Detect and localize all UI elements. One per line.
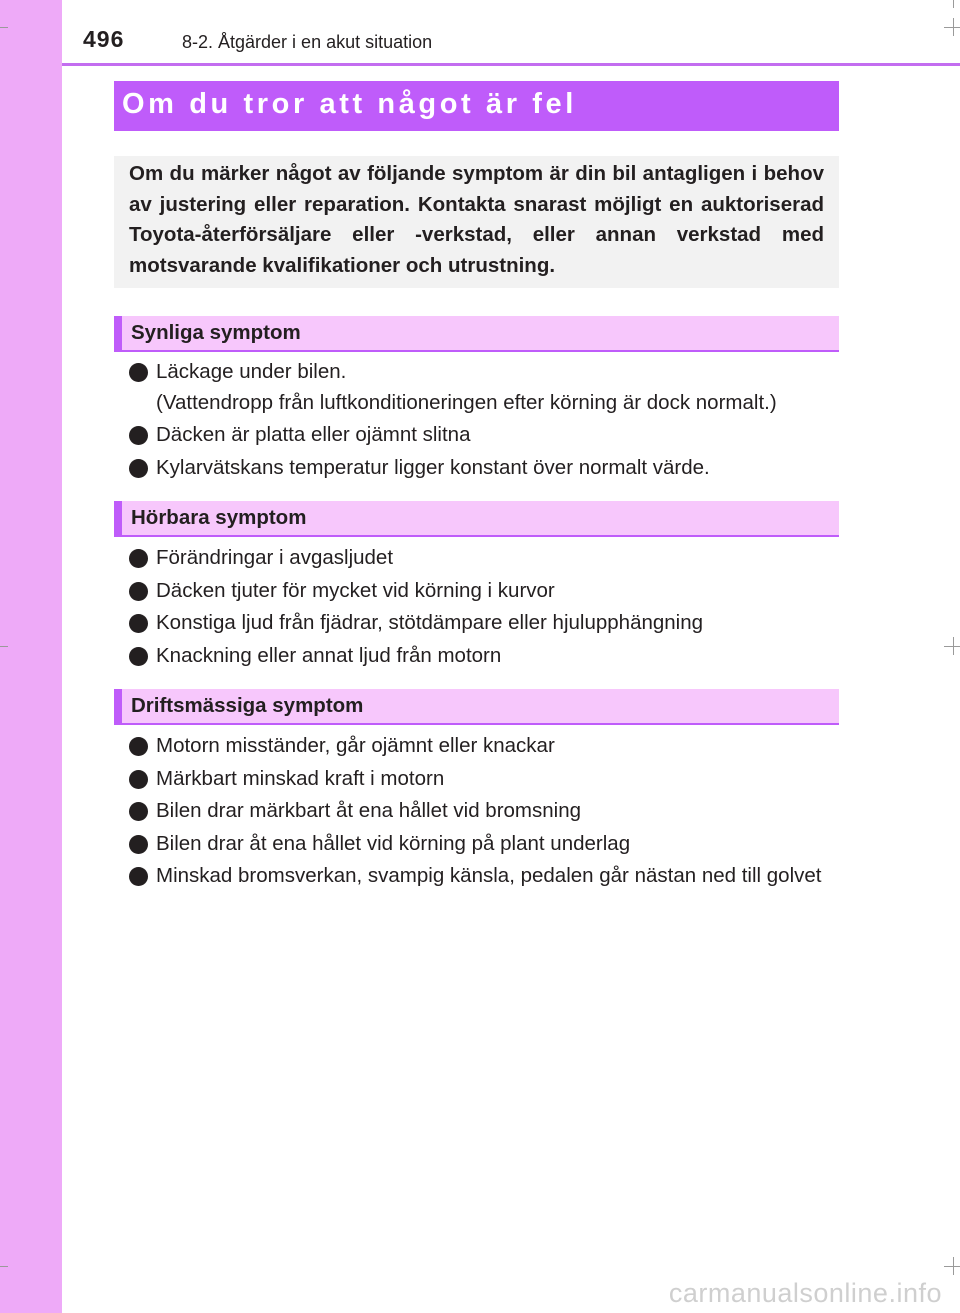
crop-mark (0, 27, 8, 28)
list-item-text: Motorn misständer, går ojämnt eller knackar (156, 734, 555, 757)
list-item (128, 764, 840, 795)
list-item-text: Förändringar i avgasljudet (156, 546, 394, 569)
crop-mark (0, 1266, 8, 1267)
list-item-text: Konstiga ljud från fjädrar, stötdämpare eller hjulupphängning (156, 611, 704, 634)
section-heading-audible: Hörbara symptom (114, 501, 839, 537)
bullet-icon (129, 426, 148, 445)
list-item (128, 420, 840, 451)
list-item (128, 453, 840, 484)
list-item-text: Minskad bromsverkan, svampig känsla, pedalen går nästan ned till golvet (156, 864, 822, 887)
watermark: carmanualsonline.info (668, 1278, 942, 1308)
section-path: 8-2. Åtgärder i en akut situation (182, 32, 433, 52)
bullet-icon (129, 737, 148, 756)
list-item (128, 641, 840, 672)
crop-mark (953, 1257, 954, 1275)
list-item (128, 357, 840, 418)
list-item-text: Bilen drar märkbart åt ena hållet vid bromsning (156, 799, 582, 822)
page-number: 496 (83, 26, 125, 52)
list-item-note: (Vattendropp från luftkonditioneringen efter körning är dock normalt.) (156, 390, 777, 414)
bullet-icon (129, 647, 148, 666)
bullet-icon (129, 614, 148, 633)
list-item-text: Kylarvätskans temperatur ligger konstant över normalt värde. (156, 455, 710, 479)
list-item (128, 829, 840, 860)
list-item-text: Bilen drar åt ena hållet vid körning på plant underlag (156, 831, 631, 855)
list-item-text: Däcken är platta eller ojämnt slitna (156, 423, 471, 446)
crop-mark (953, 18, 954, 36)
side-strip (0, 0, 62, 1313)
bullet-icon (129, 582, 148, 601)
bullet-list-visible (128, 357, 840, 483)
bullet-icon (129, 363, 148, 382)
list-item (128, 543, 840, 574)
list-item-text: Däcken tjuter för mycket vid körning i kurvor (156, 578, 555, 602)
bullet-icon (129, 770, 148, 789)
bullet-icon (129, 459, 148, 478)
crop-mark (953, 0, 954, 8)
bullet-icon (129, 802, 148, 821)
list-item (128, 796, 840, 827)
bullet-icon (129, 835, 148, 854)
intro-box (114, 156, 839, 288)
bullet-icon (129, 867, 148, 886)
section-heading-operational: Driftsmässiga symptom (114, 689, 839, 725)
page-title: Om du tror att något är fel (114, 81, 839, 131)
crop-mark (944, 1266, 960, 1267)
header-rule (62, 63, 960, 66)
list-item (128, 731, 840, 762)
list-item (128, 576, 840, 607)
crop-mark (0, 646, 8, 647)
list-item (128, 861, 840, 892)
list-item (128, 608, 840, 639)
intro-text: Om du märker något av följande symptom är din bil antagligen i behov av justering eller reparation. Kontakta snarast möjligt en auktoriserad Toyota-återförsäljare eller -verkstad, eller annan verkstad med motsvarande kvalifikationer och utrustning. (129, 162, 824, 277)
bullet-list-operational (128, 731, 840, 892)
crop-mark (953, 637, 954, 655)
crop-mark (944, 646, 960, 647)
bullet-icon (129, 549, 148, 568)
bullet-list-audible (128, 543, 840, 671)
list-item-text: Märkbart minskad kraft i motorn (156, 766, 445, 790)
list-item-text: Knackning eller annat ljud från motorn (156, 643, 502, 667)
list-item-text: Läckage under bilen. (156, 360, 347, 383)
crop-mark (944, 27, 960, 28)
section-heading-visible: Synliga symptom (114, 316, 839, 352)
